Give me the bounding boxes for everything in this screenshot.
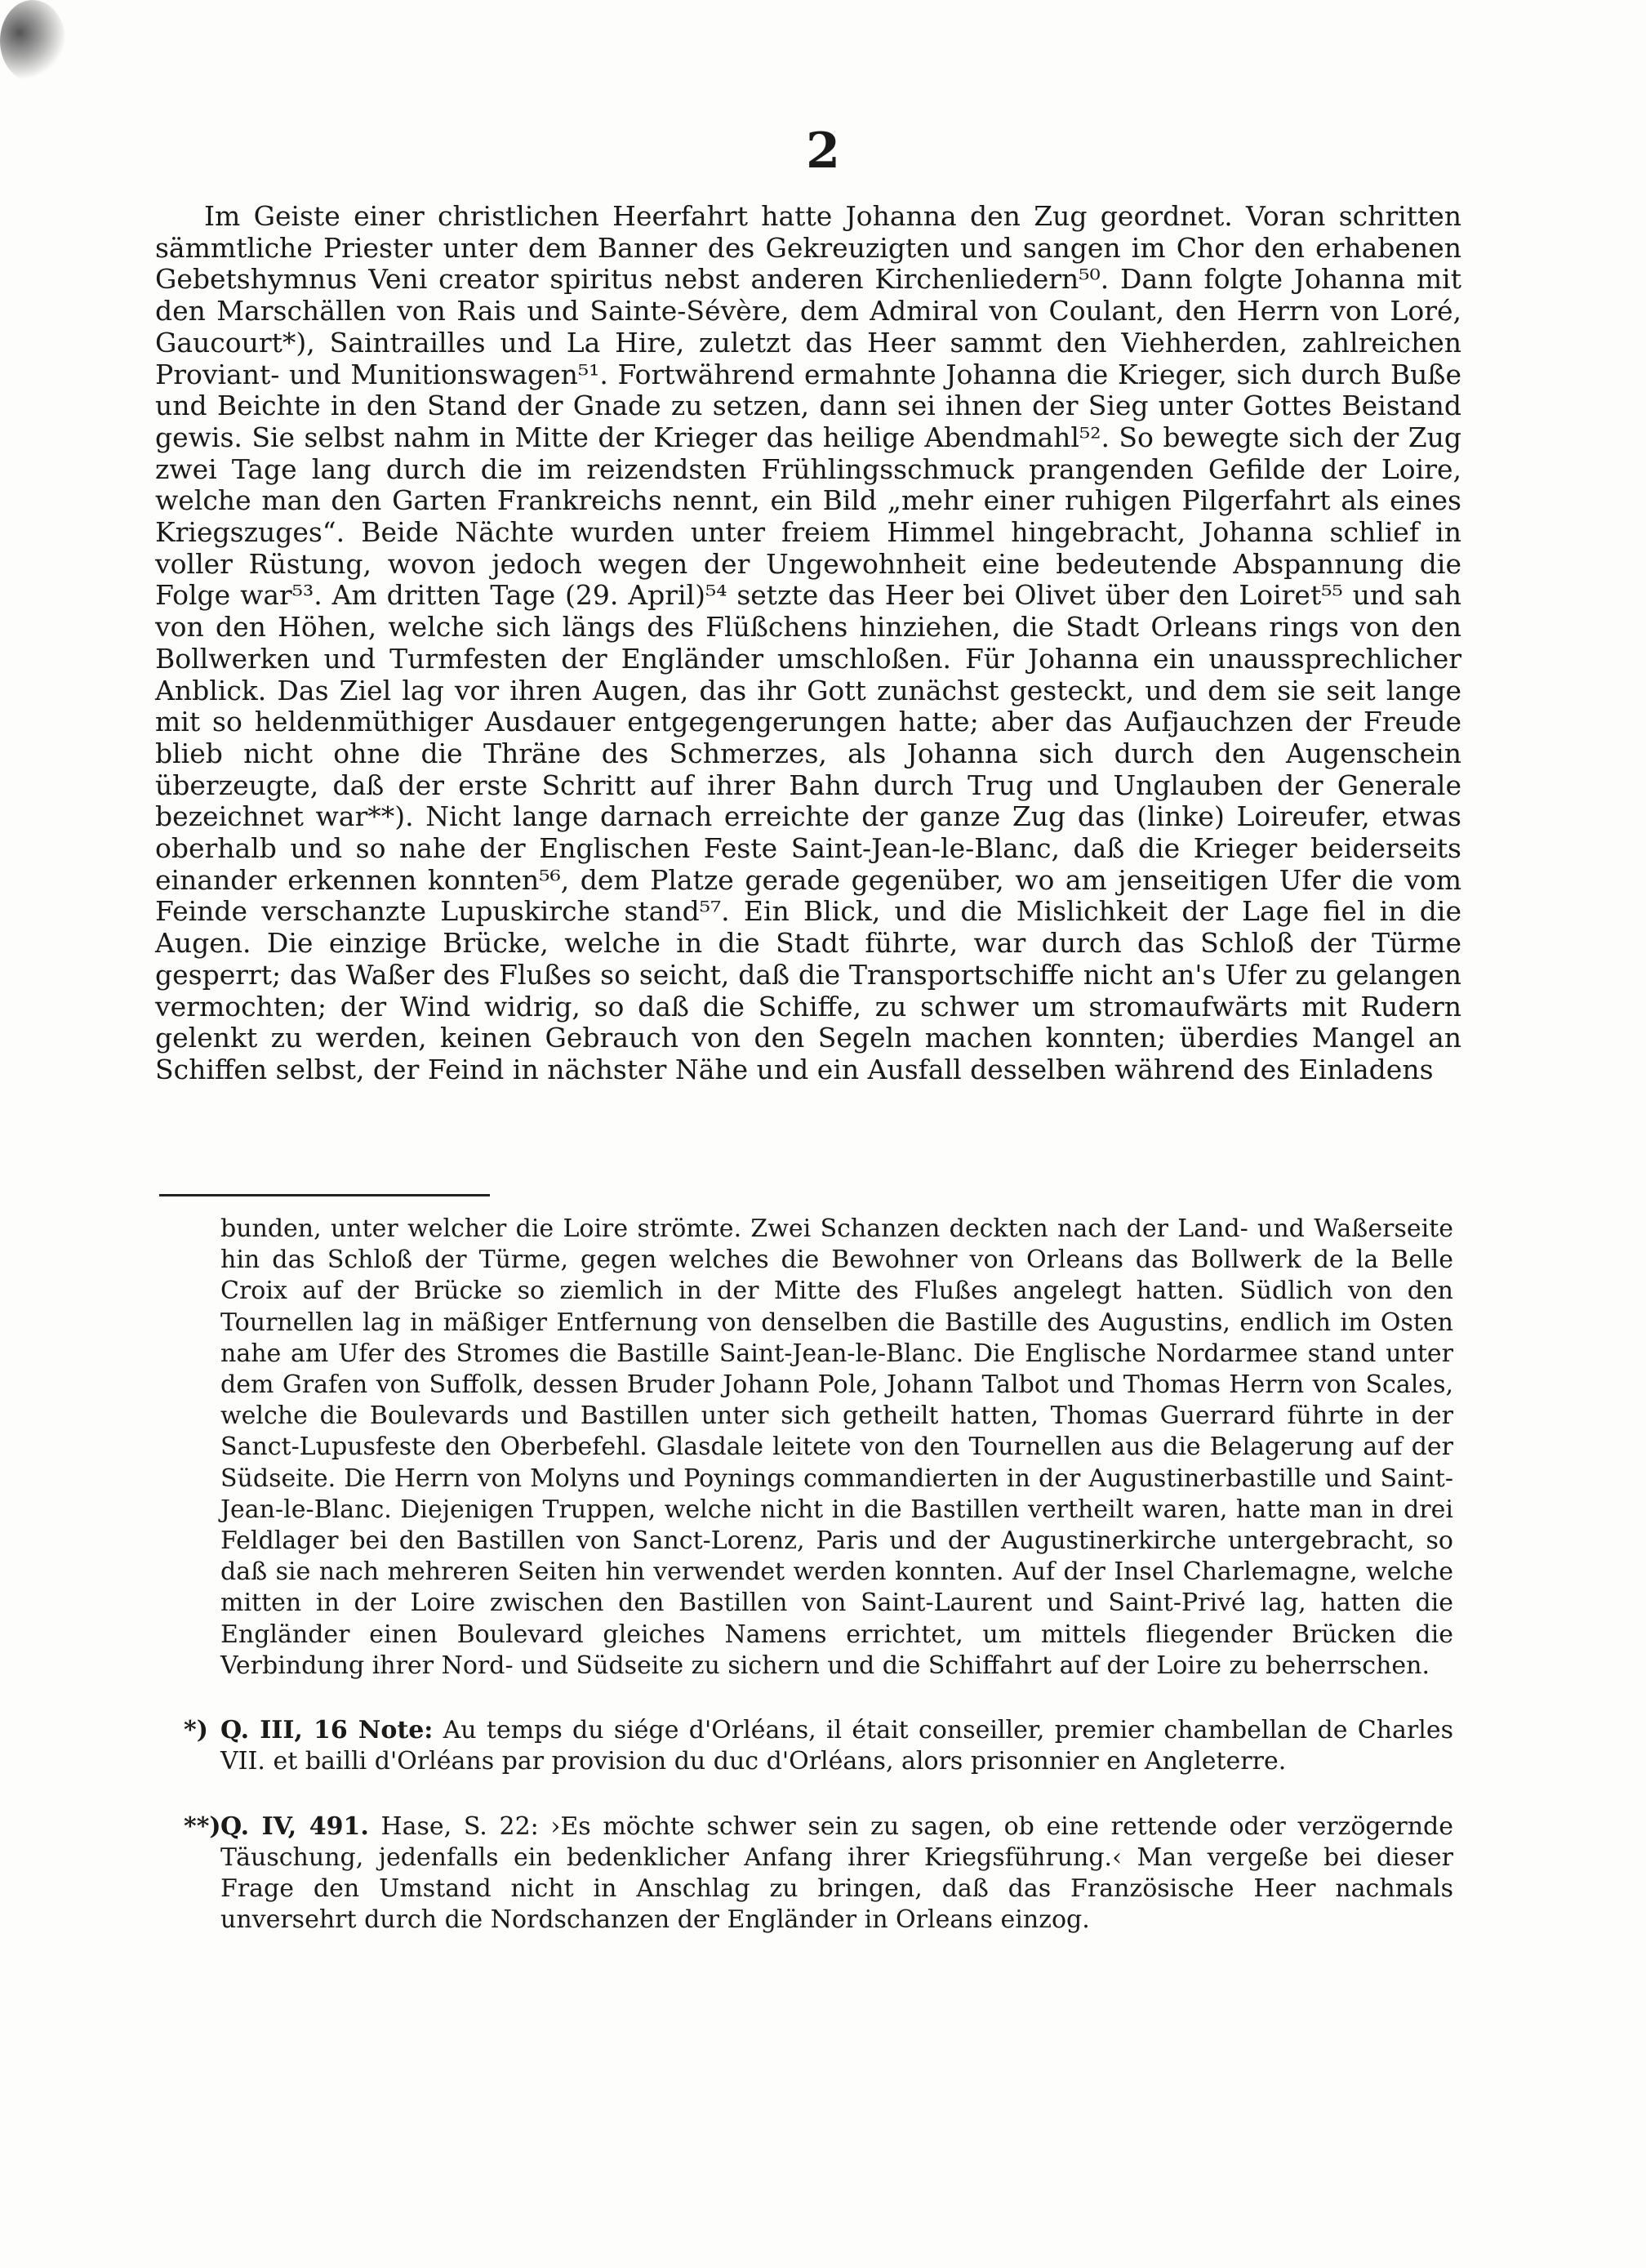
footnote-text: Au temps du siége d'Orléans, il était conseiller, premier chambellan de Charles VII. et bailli d'Orléans par provision du duc d'Orléans, alors prisonnier en Angleterre.: [220, 1716, 1453, 1776]
footnote-text: Hase, S. 22: ›Es möchte schwer sein zu sagen, ob eine rettende oder verzögernde Täuschung, jedenfalls ein bedenklicher Anfang ihrer Kriegsführung.‹ Man vergeße bei dieser Frage den Umstand nicht in Anschlag zu bringen, daß das Französische Heer nachmals unversehrt durch die Nordschanzen der Engländer in Orleans einzog.: [220, 1812, 1453, 1934]
footnote-2: [184, 1811, 1453, 1936]
footnote-marker: **): [184, 1812, 221, 1841]
footnote-marker: *): [184, 1716, 208, 1744]
page-number: 2: [806, 123, 840, 180]
footnote-1: [184, 1715, 1453, 1777]
footnote-body: [220, 1811, 1453, 1936]
footnote-reference: Q. III, 16 Note:: [220, 1716, 434, 1744]
footnote-continuation: bunden, unter welcher die Loire strömte. Zwei Schanzen deckten nach der Land- und Waßerseite hin das Schloß der Türme, gegen welches die Bewohner von Orleans das Bollwerk de la Belle Croix auf der Brücke so ziemlich in der Mitte des Flußes angelegt hatten. Südlich von den Tournellen lag in mäßiger Entfernung von denselben die Bastille des Augustins, endlich im Osten nahe am Ufer des Stromes die Bastille Saint-Jean-le-Blanc. Die Englische Nordarmee stand unter dem Grafen von Suffolk, dessen Bruder Johann Pole, Johann Talbot und Thomas Herrn von Scales, welche die Boulevards und Bastillen unter sich getheilt hatten, Thomas Guerrard führte in der Sanct-Lupusfeste den Oberbefehl. Glasdale leitete von den Tournellen aus die Belagerung auf der Südseite. Die Herrn von Molyns und Poynings commandierten in der Augustinerbastille und Saint-Jean-le-Blanc. Diejenigen Truppen, welche nicht in die Bastillen vertheilt waren, hatte man in drei Feldlager bei den Bastillen von Sanct-Lorenz, Paris und der Augustinerkirche untergebracht, so daß sie nach mehreren Seiten hin verwendet werden konnten. Auf der Insel Charlemagne, welche mitten in der Loire zwischen den Bastillen von Saint-Laurent und Saint-Privé lag, hatten die Engländer einen Boulevard gleiches Namens errichtet, um mittels fliegender Brücken die Verbindung ihrer Nord- und Südseite zu sichern und die Schiffahrt auf der Loire zu beherrschen.: [220, 1214, 1453, 1680]
footnote-body: [220, 1715, 1453, 1777]
main-body-text: Im Geiste einer christlichen Heerfahrt hatte Johanna den Zug geordnet. Voran schritten sämmtliche Priester unter dem Banner des Gekreuzigten und sangen im Chor den erhabenen Gebetshymnus Veni creator spiritus nebst anderen Kirchenliedern⁵⁰. Dann folgte Johanna mit den Marschällen von Rais und Sainte-Sévère, dem Admiral von Coulant, den Herrn von Loré, Gaucourt*), Saintrailles und La Hire, zuletzt das Heer sammt den Viehherden, zahlreichen Proviant- und Munitionswagen⁵¹. Fortwährend ermahnte Johanna die Krieger, sich durch Buße und Beichte in den Stand der Gnade zu setzen, dann sei ihnen der Sieg unter Gottes Beistand gewis. Sie selbst nahm in Mitte der Krieger das heilige Abendmahl⁵². So bewegte sich der Zug zwei Tage lang durch die im reizendsten Frühlingsschmuck prangenden Gefilde der Loire, welche man den Garten Frankreichs nennt, ein Bild „mehr einer ruhigen Pilgerfahrt als eines Kriegszuges“. Beide Nächte wurden unter freiem Himmel hingebracht, Johanna schlief in voller Rüstung, wovon jedoch wegen der Ungewohnheit eine bedeutende Abspannung die Folge war⁵³. Am dritten Tage (29. April)⁵⁴ setzte das Heer bei Olivet über den Loiret⁵⁵ und sah von den Höhen, welche sich längs des Flüßchens hinziehen, die Stadt Orleans rings von den Bollwerken und Turmfesten der Engländer umschloßen. Für Johanna ein unaussprechlicher Anblick. Das Ziel lag vor ihren Augen, das ihr Gott zunächst gesteckt, und dem sie seit lange mit so heldenmüthiger Ausdauer entgegengerungen hatte; aber das Aufjauchzen der Freude blieb nicht ohne die Thräne des Schmerzes, als Johanna sich durch den Augenschein überzeugte, daß der erste Schritt auf ihrer Bahn durch Trug und Unglauben der Generale bezeichnet war**). Nicht lange darnach erreichte der ganze Zug das (linke) Loireufer, etwas oberhalb und so nahe der Englischen Feste Saint-Jean-le-Blanc, daß die Krieger beiderseits einander erkennen konnten⁵⁶, dem Platze gerade gegenüber, wo am jenseitigen Ufer die vom Feinde verschanzte Lupuskirche stand⁵⁷. Ein Blick, und die Mislichkeit der Lage fiel in die Augen. Die einzige Brücke, welche in die Stadt führte, war durch das Schloß der Türme gesperrt; das Waßer des Flußes so seicht, daß die Transportschiffe nicht an's Ufer zu gelangen vermochten; der Wind widrig, so daß die Schiffe, zu schwer um stromaufwärts mit Rudern gelenkt zu werden, keinen Gebrauch von den Segeln machen konnten; überdies Mangel an Schiffen selbst, der Feind in nächster Nähe und ein Ausfall desselben während des Einladens: [155, 200, 1461, 1085]
footnote-separator: [159, 1194, 490, 1196]
footnote-reference: Q. IV, 491.: [220, 1812, 369, 1841]
ink-blot: [0, 0, 65, 82]
